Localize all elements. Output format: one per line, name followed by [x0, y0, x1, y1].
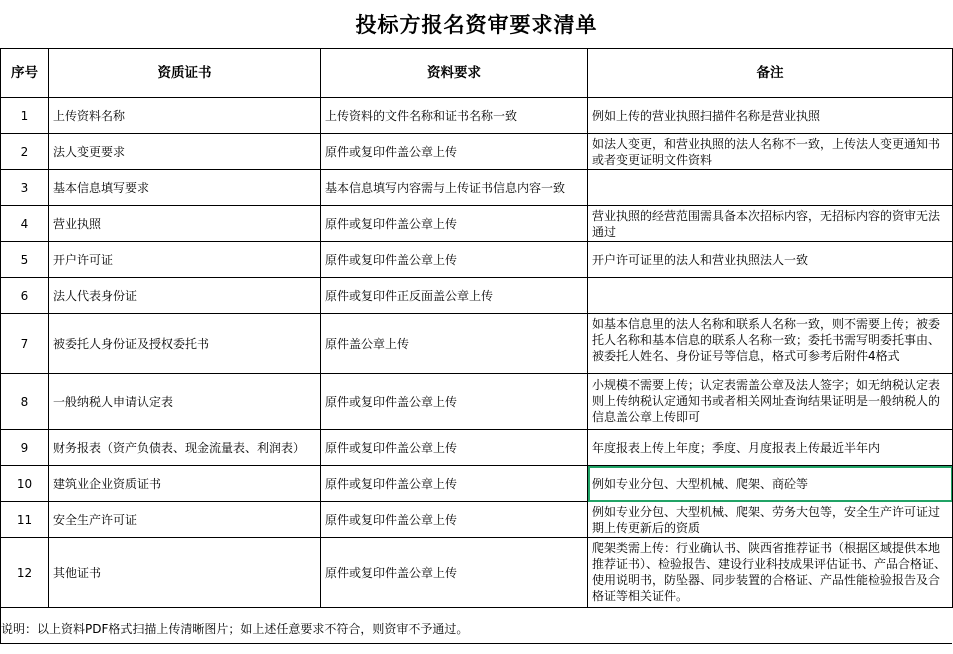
cell-seq[interactable]: 8	[1, 374, 49, 430]
cell-requirement[interactable]: 原件或复印件正反面盖公章上传	[321, 278, 588, 314]
cell-requirement[interactable]: 原件盖公章上传	[321, 314, 588, 374]
header-requirement[interactable]: 资料要求	[321, 49, 588, 98]
table-row	[1, 430, 953, 466]
header-row	[1, 49, 953, 98]
cell-cert[interactable]: 开户许可证	[49, 242, 321, 278]
header-seq[interactable]: 序号	[1, 49, 49, 98]
cell-requirement[interactable]: 原件或复印件盖公章上传	[321, 134, 588, 170]
cell-requirement[interactable]: 原件或复印件盖公章上传	[321, 466, 588, 502]
cell-cert[interactable]: 安全生产许可证	[49, 502, 321, 538]
cell-cert[interactable]: 法人变更要求	[49, 134, 321, 170]
cell-remark[interactable]: 例如专业分包、大型机械、爬架、劳务大包等，安全生产许可证过期上传更新后的资质	[588, 502, 953, 538]
cell-requirement[interactable]: 上传资料的文件名称和证书名称一致	[321, 98, 588, 134]
cell-seq[interactable]: 10	[1, 466, 49, 502]
table-row	[1, 98, 953, 134]
cell-remark[interactable]: 如法人变更，和营业执照的法人名称不一致，上传法人变更通知书或者变更证明文件资料	[588, 134, 953, 170]
cell-seq[interactable]: 7	[1, 314, 49, 374]
cell-requirement[interactable]: 原件或复印件盖公章上传	[321, 374, 588, 430]
table-row	[1, 466, 953, 502]
cell-remark[interactable]: 年度报表上传上年度；季度、月度报表上传最近半年内	[588, 430, 953, 466]
cell-cert[interactable]: 财务报表（资产负债表、现金流量表、利润表）	[49, 430, 321, 466]
cell-seq[interactable]: 2	[1, 134, 49, 170]
header-cert[interactable]: 资质证书	[49, 49, 321, 98]
footnote[interactable]: 说明：以上资料PDF格式扫描上传清晰图片；如上述任意要求不符合，则资审不予通过。	[0, 604, 952, 644]
cell-cert[interactable]: 营业执照	[49, 206, 321, 242]
table-row	[1, 242, 953, 278]
table-row	[1, 134, 953, 170]
cell-cert[interactable]: 法人代表身份证	[49, 278, 321, 314]
table-row	[1, 538, 953, 608]
cell-remark[interactable]	[588, 170, 953, 206]
cell-seq[interactable]: 1	[1, 98, 49, 134]
cell-remark[interactable]: 营业执照的经营范围需具备本次招标内容，无招标内容的资审无法通过	[588, 206, 953, 242]
cell-requirement[interactable]: 原件或复印件盖公章上传	[321, 538, 588, 608]
cell-cert[interactable]: 被委托人身份证及授权委托书	[49, 314, 321, 374]
table-row	[1, 206, 953, 242]
cell-remark[interactable]	[588, 538, 953, 608]
cell-seq[interactable]: 12	[1, 538, 49, 608]
cell-seq[interactable]: 4	[1, 206, 49, 242]
cell-requirement[interactable]: 原件或复印件盖公章上传	[321, 502, 588, 538]
cell-remark[interactable]: 例如上传的营业执照扫描件名称是营业执照	[588, 98, 953, 134]
cell-cert[interactable]: 基本信息填写要求	[49, 170, 321, 206]
cell-requirement[interactable]: 原件或复印件盖公章上传	[321, 430, 588, 466]
remark-text: 如基本信息里的法人名称和联系人名称一致，则不需要上传；被委托人名称和基本信息的联系人名称一致；委托书需写明委托事由、被委托人姓名、身份证号等信息，格式可参考后附件4格式	[592, 316, 941, 363]
cell-seq[interactable]: 9	[1, 430, 49, 466]
sheet-title: 投标方报名资审要求清单	[355, 12, 598, 37]
cell-cert[interactable]: 其他证书	[49, 538, 321, 608]
cell-seq[interactable]: 6	[1, 278, 49, 314]
cell-seq[interactable]: 11	[1, 502, 49, 538]
table-row	[1, 502, 953, 538]
cell-cert[interactable]: 上传资料名称	[49, 98, 321, 134]
cell-requirement[interactable]: 原件或复印件盖公章上传	[321, 206, 588, 242]
cell-requirement[interactable]: 基本信息填写内容需与上传证书信息内容一致	[321, 170, 588, 206]
cell-seq[interactable]: 5	[1, 242, 49, 278]
header-remark[interactable]: 备注	[588, 49, 953, 98]
table-row	[1, 314, 953, 374]
cell-remark[interactable]	[588, 278, 953, 314]
cell-cert[interactable]: 建筑业企业资质证书	[49, 466, 321, 502]
cell-remark[interactable]	[588, 314, 953, 374]
remark-text: 爬架类需上传：行业确认书、陕西省推荐证书（根据区域提供本地推荐证书）、检验报告、建设行业科技成果评估证书、产品合格证、使用说明书，防坠器、同步装置的合格证、产品性能检验报告及合格证等相关证件。	[592, 540, 947, 603]
remark-text: 小规模不需要上传；认定表需盖公章及法人签字；如无纳税认定表则上传纳税认定通知书或者相关网址查询结果证明是一般纳税人的信息盖公章上传即可	[592, 377, 941, 424]
cell-requirement[interactable]: 原件或复印件盖公章上传	[321, 242, 588, 278]
cell-seq[interactable]: 3	[1, 170, 49, 206]
table-row	[1, 170, 953, 206]
cell-cert[interactable]: 一般纳税人申请认定表	[49, 374, 321, 430]
table-row	[1, 278, 953, 314]
requirements-table	[0, 48, 953, 608]
cell-remark[interactable]	[588, 374, 953, 430]
cell-remark-selected[interactable]: 例如专业分包、大型机械、爬架、商砼等	[588, 466, 953, 502]
cell-remark[interactable]: 开户许可证里的法人和营业执照法人一致	[588, 242, 953, 278]
table-row	[1, 374, 953, 430]
